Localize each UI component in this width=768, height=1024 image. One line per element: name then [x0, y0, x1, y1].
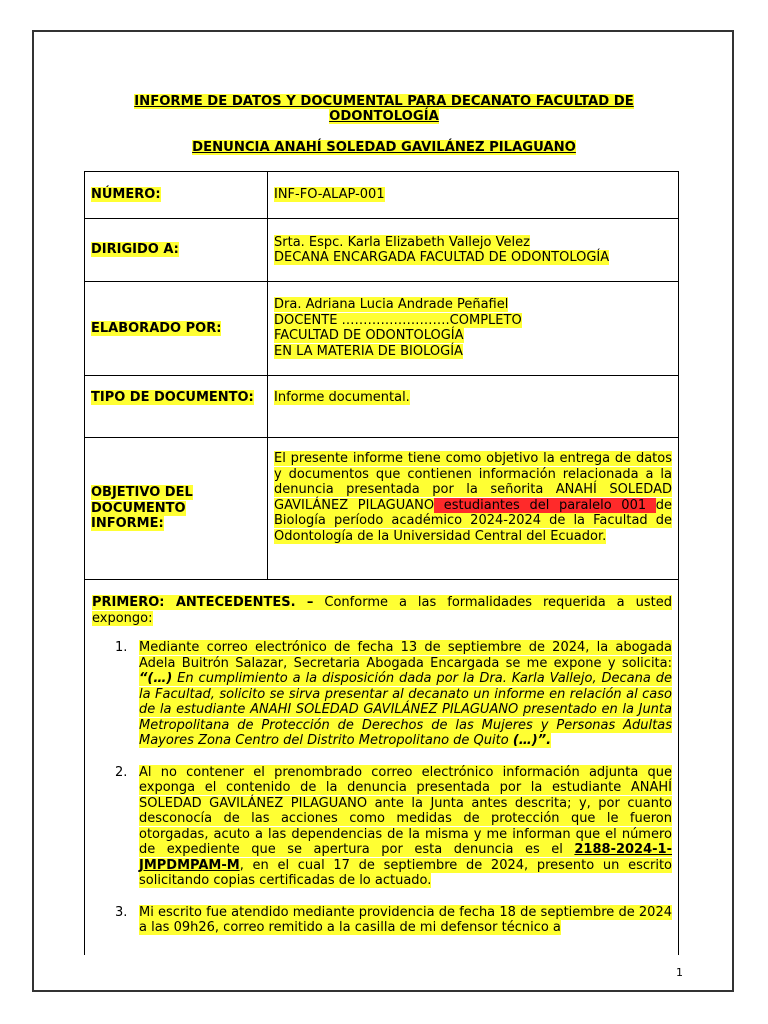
- label-tipo: TIPO DE DOCUMENTO:: [85, 376, 268, 438]
- list-item: 2. Al no contener el prenombrado correo electrónico información adjunta que exponga el contenido de la denuncia presentada por la estudiante ANAHÍ SOLEDAD GAVILÁNEZ PILAGUANO ante la Junta antes descrita; y, por cuanto desconocía de las acciones como medidas de protección que le fueron otorgadas, acuto a las dependencias de la misma y me informan que el número de expediente que se apertura por esta denuncia es el 2188-2024-1-JMPDMPAM-M, en el cual 17 de septiembre de 2024, presento un escrito solicitando copias certificadas de lo actuado.: [115, 764, 672, 888]
- value-dirigido: Srta. Espc. Karla Elizabeth Vallejo Velez DECANA ENCARGADA FACULTAD DE ODONTOLOGÍA: [268, 219, 679, 282]
- document-subtitle: [60, 140, 708, 155]
- highlighted-red-text: estudiantes del paralelo 001: [434, 497, 656, 513]
- expediente-number: 2188-2024-1-JMPDMPAM-M: [139, 842, 672, 873]
- page-number: 1: [676, 966, 683, 979]
- subtitle-text: DENUNCIA ANAHÍ SOLEDAD GAVILÁNEZ PILAGUANO: [192, 140, 576, 155]
- antecedentes-heading: PRIMERO: ANTECEDENTES. – Conforme a las formalidades requerida a usted expongo:: [92, 595, 672, 626]
- row-objetivo: [85, 438, 679, 580]
- value-elaborado: Dra. Adriana Lucia Andrade Peñafiel DOCENTE …………………….COMPLETO FACULTAD DE ODONTOLOGÍA EN LA MATERIA DE BIOLOGÍA: [268, 282, 679, 376]
- document-title: [60, 94, 708, 124]
- row-elaborado: [85, 282, 679, 376]
- list-item: 1. Mediante correo electrónico de fecha 13 de septiembre de 2024, la abogada Adela Buitrón Salazar, Secretaria Abogada Encargada se me expone y solicita: “(…) En cumplimiento a la disposición dada por la Dra. Karla Vallejo, Decana de la Facultad, solicito se sirva presentar al decanato un informe en relación al caso de la estudiante ANAHI SOLEDAD GAVILÁNEZ PILAGUANO presentado en la Junta Metropolitana de Protección de Derechos de las Mujeres y Personas Adultas Mayores Zona Centro del Distrito Metropolitano de Quito (…)”.: [115, 640, 672, 748]
- value-numero: INF-FO-ALAP-001: [268, 172, 679, 219]
- row-dirigido: [85, 219, 679, 282]
- row-numero: [85, 172, 679, 219]
- value-objetivo: El presente informe tiene como objetivo la entrega de datos y documentos que contienen información relacionada a la denuncia presentada por la señorita ANAHÍ SOLEDAD GAVILÁNEZ PILAGUANO estudiantes del paralelo 001 de Biología período académico 2024-2024 de la Facultad de Odontología de la Universidad Central del Ecuador.: [268, 438, 679, 580]
- row-tipo: [85, 376, 679, 438]
- antecedentes-section: [84, 579, 679, 955]
- label-dirigido: DIRIGIDO A:: [85, 219, 268, 282]
- list-item: 3. Mi escrito fue atendido mediante providencia de fecha 18 de septiembre de 2024 a las 09h26, correo remitido a la casilla de mi defensor técnico a: [115, 904, 672, 935]
- title-line-1: INFORME DE DATOS Y DOCUMENTAL PARA DECANATO FACULTAD DE: [134, 94, 634, 109]
- label-elaborado: ELABORADO POR:: [85, 282, 268, 376]
- value-tipo: Informe documental.: [268, 376, 679, 438]
- label-objetivo: OBJETIVO DEL DOCUMENTO INFORME:: [85, 438, 268, 580]
- label-numero: NÚMERO:: [85, 172, 268, 219]
- antecedentes-list: [85, 640, 672, 952]
- title-line-2: ODONTOLOGÍA: [329, 109, 439, 124]
- info-table: [84, 171, 679, 580]
